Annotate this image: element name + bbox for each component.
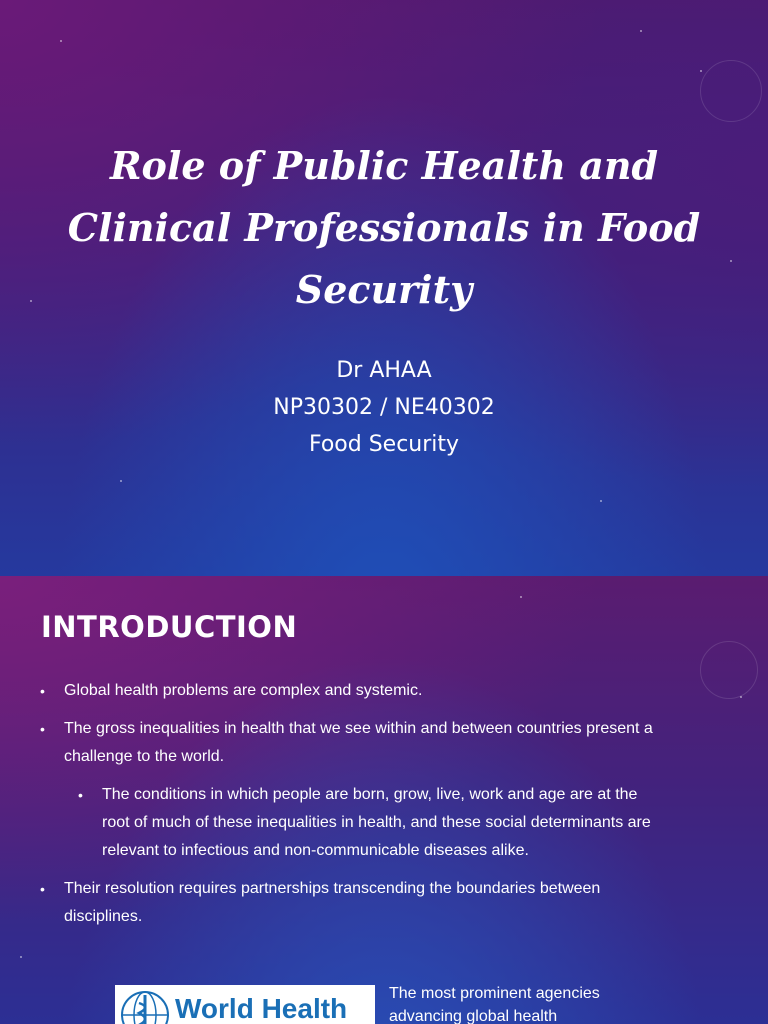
subtitle-author: Dr AHAA [336,358,432,383]
introduction-slide [0,576,768,1024]
subtitle-course-name: Food Security [308,432,460,457]
who-logo [115,985,375,1024]
agencies-caption: The most prominent agencies advancing global health [389,985,600,1024]
subtitle-course-code: NP30302 / NE40302 [273,395,495,420]
slide-subtitle [0,352,768,463]
star-decoration [20,956,22,958]
ring-decoration [700,60,762,122]
star-decoration [700,70,702,72]
section-heading: INTRODUCTION [41,610,298,644]
sub-bullet-item: • The conditions in which people are born, grow, live, work and age are at the root of much of these inequalities in health, and these social determinants are relevant to infectious and non-communicable diseases alike. [78,781,668,865]
bullet-item: • The gross inequalities in health that we see within and between countries present a challenge to the world. [40,715,680,771]
who-logo-text: World Health [175,993,348,1024]
star-decoration [60,40,62,42]
star-decoration [520,596,522,598]
bullet-item: • Their resolution requires partnerships transcending the boundaries between disciplines. [40,875,680,931]
slide-title: Role of Public Health and Clinical Professionals in Food Security [67,143,701,312]
star-decoration [30,300,32,302]
ring-decoration [700,641,758,699]
bullet-list [40,677,680,941]
star-decoration [120,480,122,482]
star-decoration [730,260,732,262]
who-emblem-icon [119,989,171,1024]
star-decoration [640,30,642,32]
star-decoration [600,500,602,502]
bullet-item: • Global health problems are complex and systemic. [40,677,680,705]
